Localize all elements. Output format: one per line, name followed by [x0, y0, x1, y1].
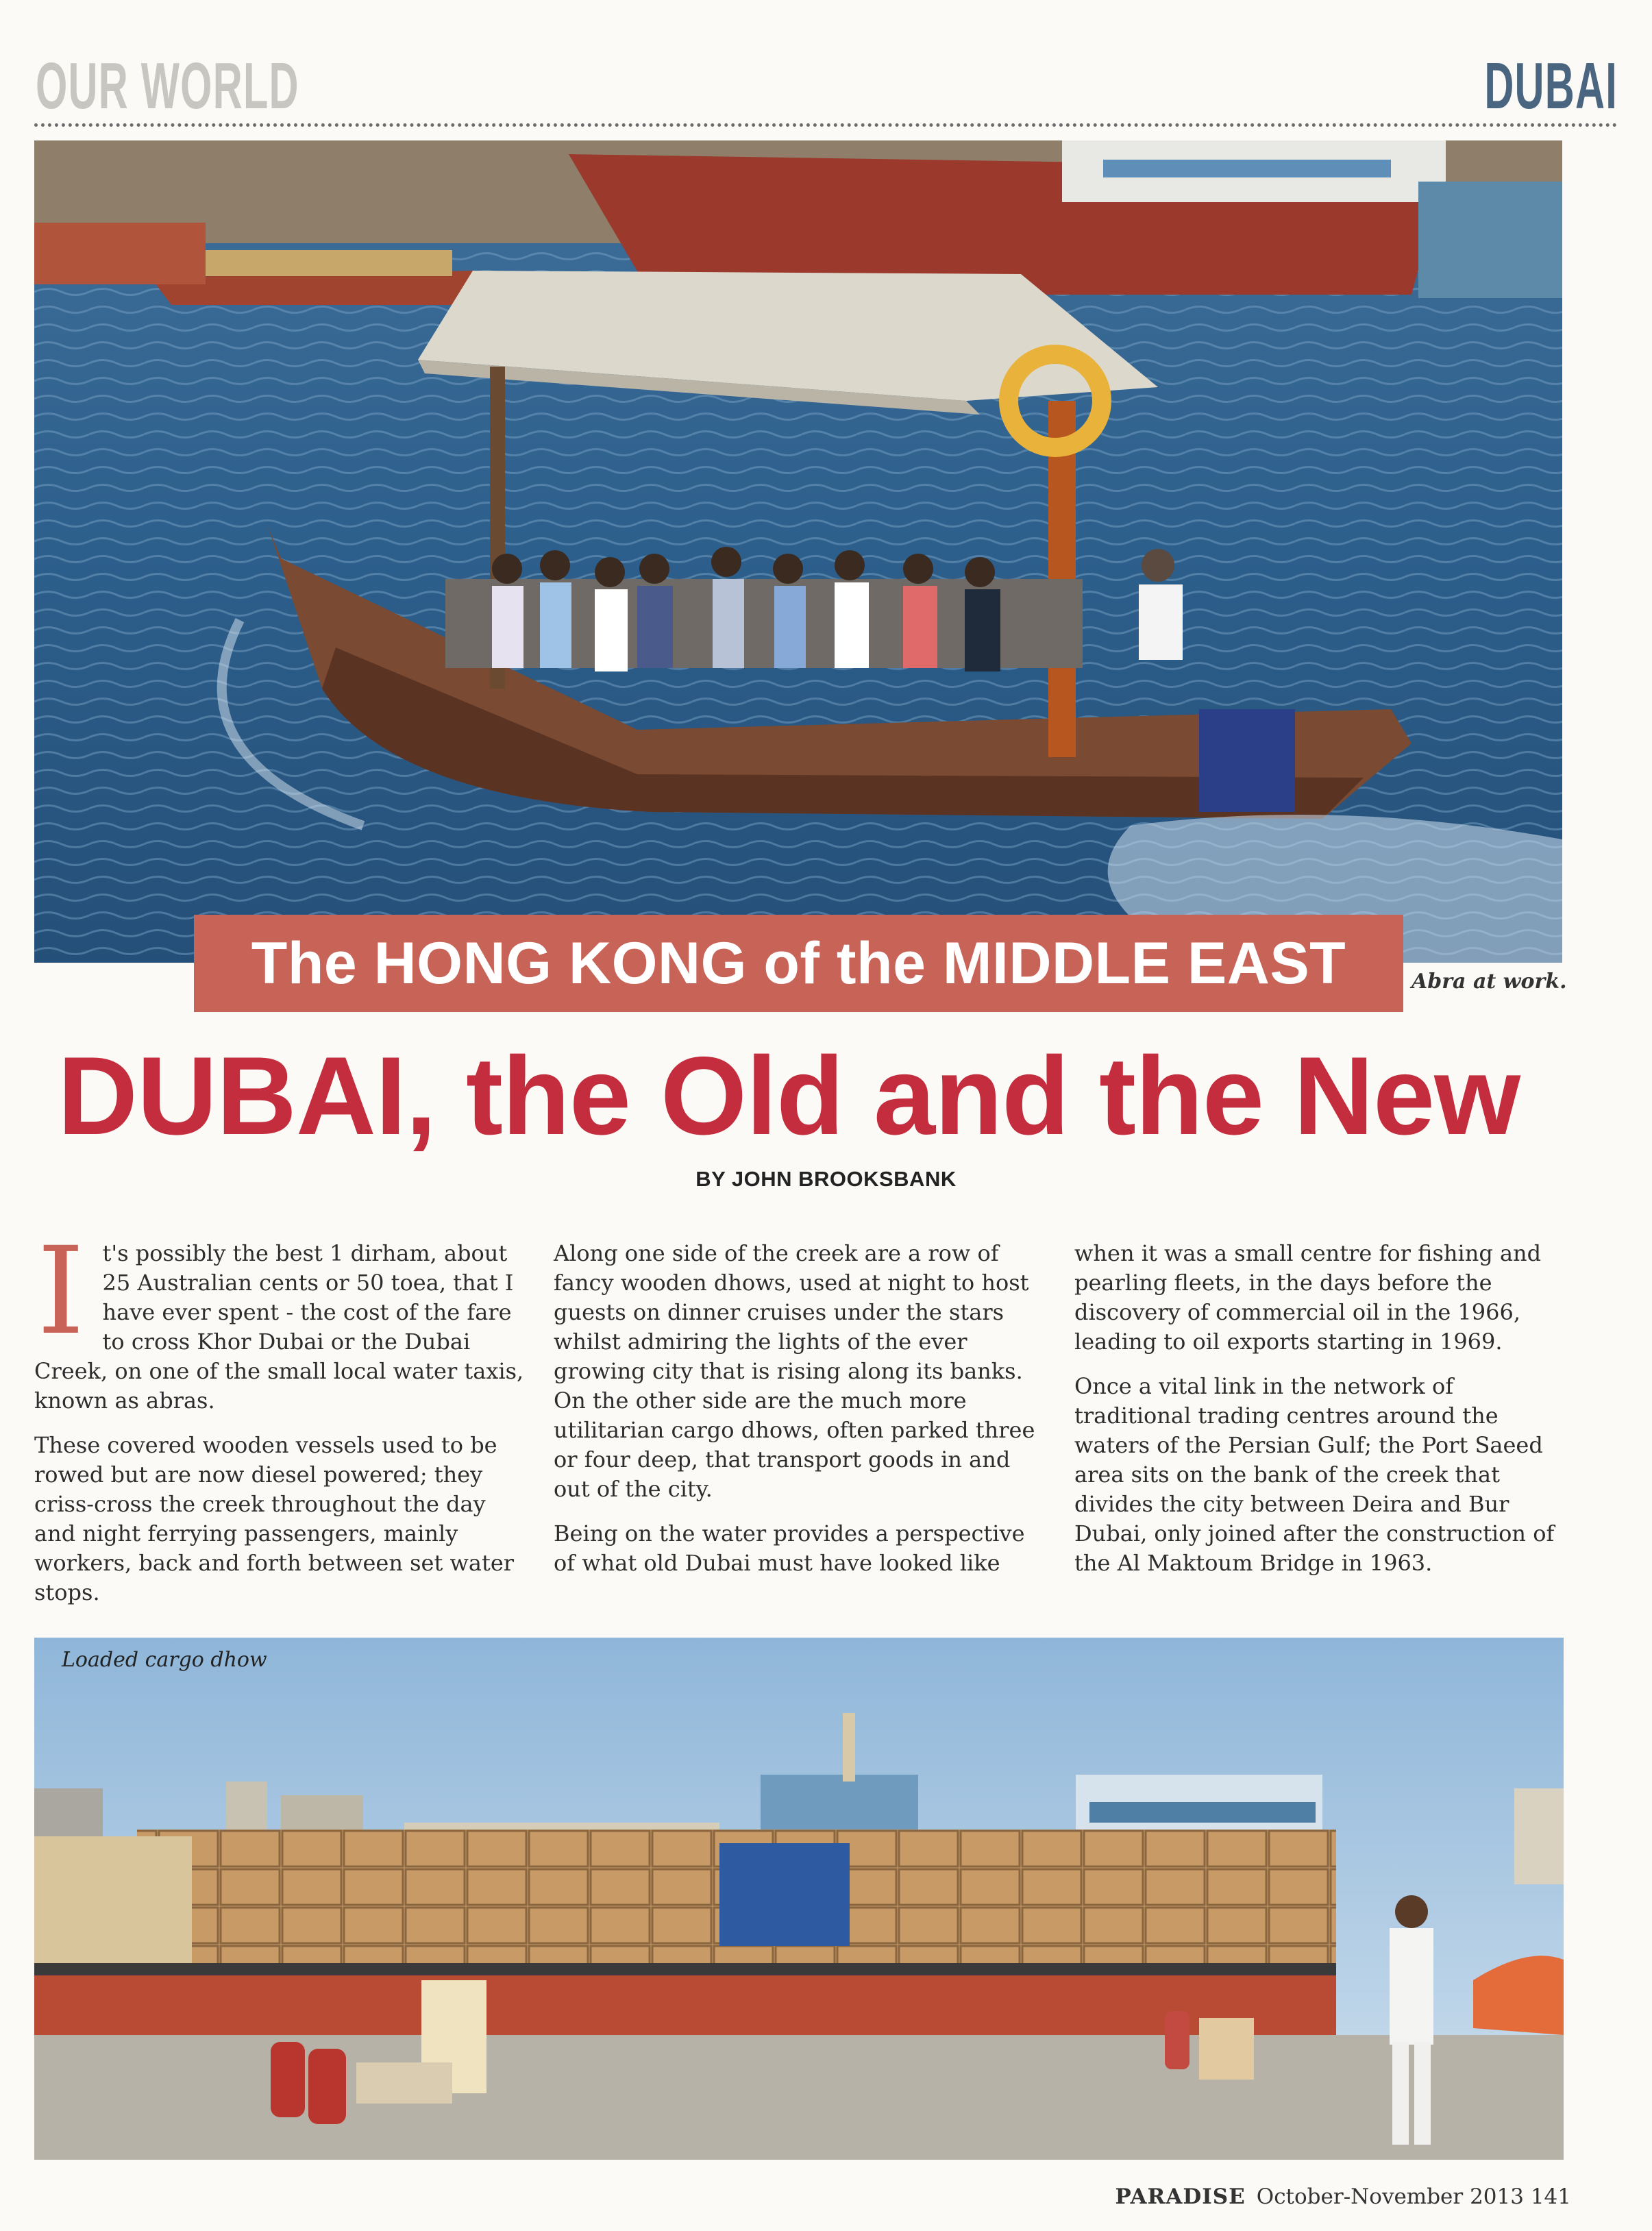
cargo-dhow-photo	[34, 1638, 1564, 2160]
issue-date: October-November 2013	[1256, 2184, 1524, 2209]
drop-cap: I	[37, 1221, 85, 1361]
page-footer	[1115, 2184, 1571, 2209]
bottom-photo-caption: Loaded cargo dhow	[62, 1648, 267, 1672]
article-column-1	[34, 1221, 528, 1623]
paragraph: These covered wooden vessels used to be rowed but are now diesel powered; they criss-cross the creek throughout the day and night ferrying passengers, mainly workers, back and forth between set water stops.	[34, 1432, 515, 1605]
article-column-2	[554, 1239, 1044, 1593]
topic-label: DUBAI	[1484, 49, 1618, 123]
headline: DUBAI, the Old and the New	[58, 1034, 1520, 1158]
paragraph: Along one side of the creek are a row of fancy wooden dhows, used at night to host guests on dinner cruises under the stars whilst admiring the lights of the ever growing city that is rising along its banks. On the other side are the much more utilitarian cargo dhows, often parked three or four deep, that transport goods in and out of the city.	[554, 1240, 1035, 1502]
paragraph: Once a vital link in the network of traditional trading centres around the waters of the Persian Gulf; the Port Saeed area sits on the bank of the creek that divides the city between Deira and Bur Dubai, only joined after the construction of the Al Maktoum Bridge in 1963.	[1074, 1373, 1555, 1576]
paragraph: when it was a small centre for fishing and pearling fleets, in the days before the discovery of commercial oil in the 1966, leading to oil exports starting in 1969.	[1074, 1240, 1542, 1355]
abra-photo	[34, 140, 1562, 963]
byline: BY JOHN BROOKSBANK	[695, 1167, 957, 1191]
paragraph: Being on the water provides a perspective of what old Dubai must have looked like	[554, 1520, 1025, 1576]
paragraph: It's possibly the best 1 dirham, about 25 Australian cents or 50 toea, that I have ever spent - the cost of the fare to cross Khor Dubai or the Dubai Creek, on one of the small local water taxis, known as abras.	[34, 1221, 524, 1414]
article-column-3	[1074, 1239, 1568, 1593]
magazine-name: PARADISE	[1115, 2184, 1246, 2209]
tagline-banner: The HONG KONG of the MIDDLE EAST	[194, 915, 1403, 1012]
page-number: 141	[1530, 2184, 1571, 2209]
top-photo-caption: Abra at work.	[1411, 970, 1567, 994]
header-rule	[34, 123, 1618, 127]
section-label: OUR WORLD	[36, 49, 299, 123]
